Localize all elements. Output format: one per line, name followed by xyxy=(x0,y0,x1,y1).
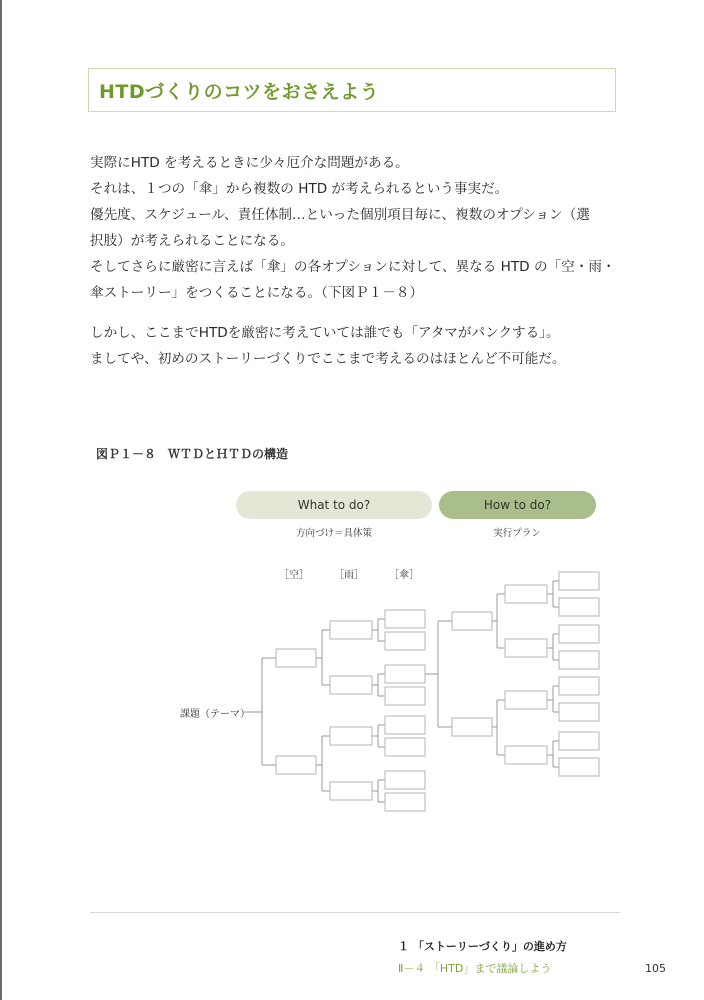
footer-section-title: Ⅱ－４ 「HTD」まで議論しよう xyxy=(398,962,552,975)
sky-box xyxy=(276,649,316,667)
text-line: ましてや、初めのストーリーづくりでここまで考えるのはほとんど不可能だ。 xyxy=(90,351,566,367)
text-line: 択肢）が考えられることになる。 xyxy=(90,233,294,249)
htd-level3-box xyxy=(559,758,599,776)
level-label-sky: ［空］ xyxy=(279,570,309,581)
htd-level3-box xyxy=(559,703,599,721)
umbrella-box xyxy=(385,771,425,789)
htd-level3-box xyxy=(559,598,599,616)
umbrella-box xyxy=(385,716,425,734)
umbrella-box xyxy=(385,793,425,811)
text-line: それは、１つの「傘」から複数の HTD が考えられるという事実だ。 xyxy=(90,181,509,197)
htd-level3-box xyxy=(559,732,599,750)
text-line: そしてさらに厳密に言えば「傘」の各オプションに対して、異なる HTD の「空・雨・ xyxy=(90,259,616,275)
umbrella-box xyxy=(385,738,425,756)
rain-box xyxy=(330,676,372,694)
umbrella-box xyxy=(385,687,425,705)
htd-level1-box xyxy=(452,718,492,736)
umbrella-box xyxy=(385,610,425,628)
text-line: しかし、ここまでHTDを厳密に考えていては誰でも「アタマがパンクする」。 xyxy=(90,325,560,341)
sky-box xyxy=(276,756,316,774)
rain-box xyxy=(330,782,372,800)
htd-level3-box xyxy=(559,651,599,669)
umbrella-box xyxy=(385,665,425,683)
rain-box xyxy=(330,727,372,745)
what-to-do-subtitle: 方向づけ＝具体策 xyxy=(295,528,373,539)
footer-divider xyxy=(90,912,620,913)
section-title: HTDづくりのコツをおさえよう xyxy=(99,80,380,103)
umbrella-box xyxy=(385,632,425,650)
htd-level2-box xyxy=(505,691,547,709)
htd-level2-box xyxy=(505,746,547,764)
page-number: 105 xyxy=(645,962,666,975)
level-label-rain: ［雨］ xyxy=(334,570,364,581)
footer-chapter-title: １ 「ストーリーづくり」の進め方 xyxy=(398,940,567,953)
how-to-do-subtitle: 実行プラン xyxy=(493,528,541,539)
htd-level2-box xyxy=(505,639,547,657)
text-line: 傘ストーリー」をつくることになる。（下図Ｐ１－８） xyxy=(90,285,424,301)
htd-level1-box xyxy=(452,612,492,630)
level-label-umbrella: ［傘］ xyxy=(389,570,419,581)
rain-box xyxy=(330,621,372,639)
text-line: 実際にHTD を考えるときに少々厄介な問題がある。 xyxy=(90,155,409,171)
root-topic-label: 課題（テーマ） xyxy=(180,709,250,720)
text-line: 優先度、スケジュール、責任体制…といった個別項目毎に、複数のオプション（選 xyxy=(90,207,590,223)
htd-level2-box xyxy=(505,585,547,603)
htd-level3-box xyxy=(559,572,599,590)
what-to-do-label: What to do? xyxy=(297,498,371,512)
htd-level3-box xyxy=(559,625,599,643)
htd-level3-box xyxy=(559,677,599,695)
how-to-do-label: How to do? xyxy=(483,498,552,512)
figure-caption: 図Ｐ１－８ ＷＴＤとＨＴＤの構造 xyxy=(96,447,289,461)
